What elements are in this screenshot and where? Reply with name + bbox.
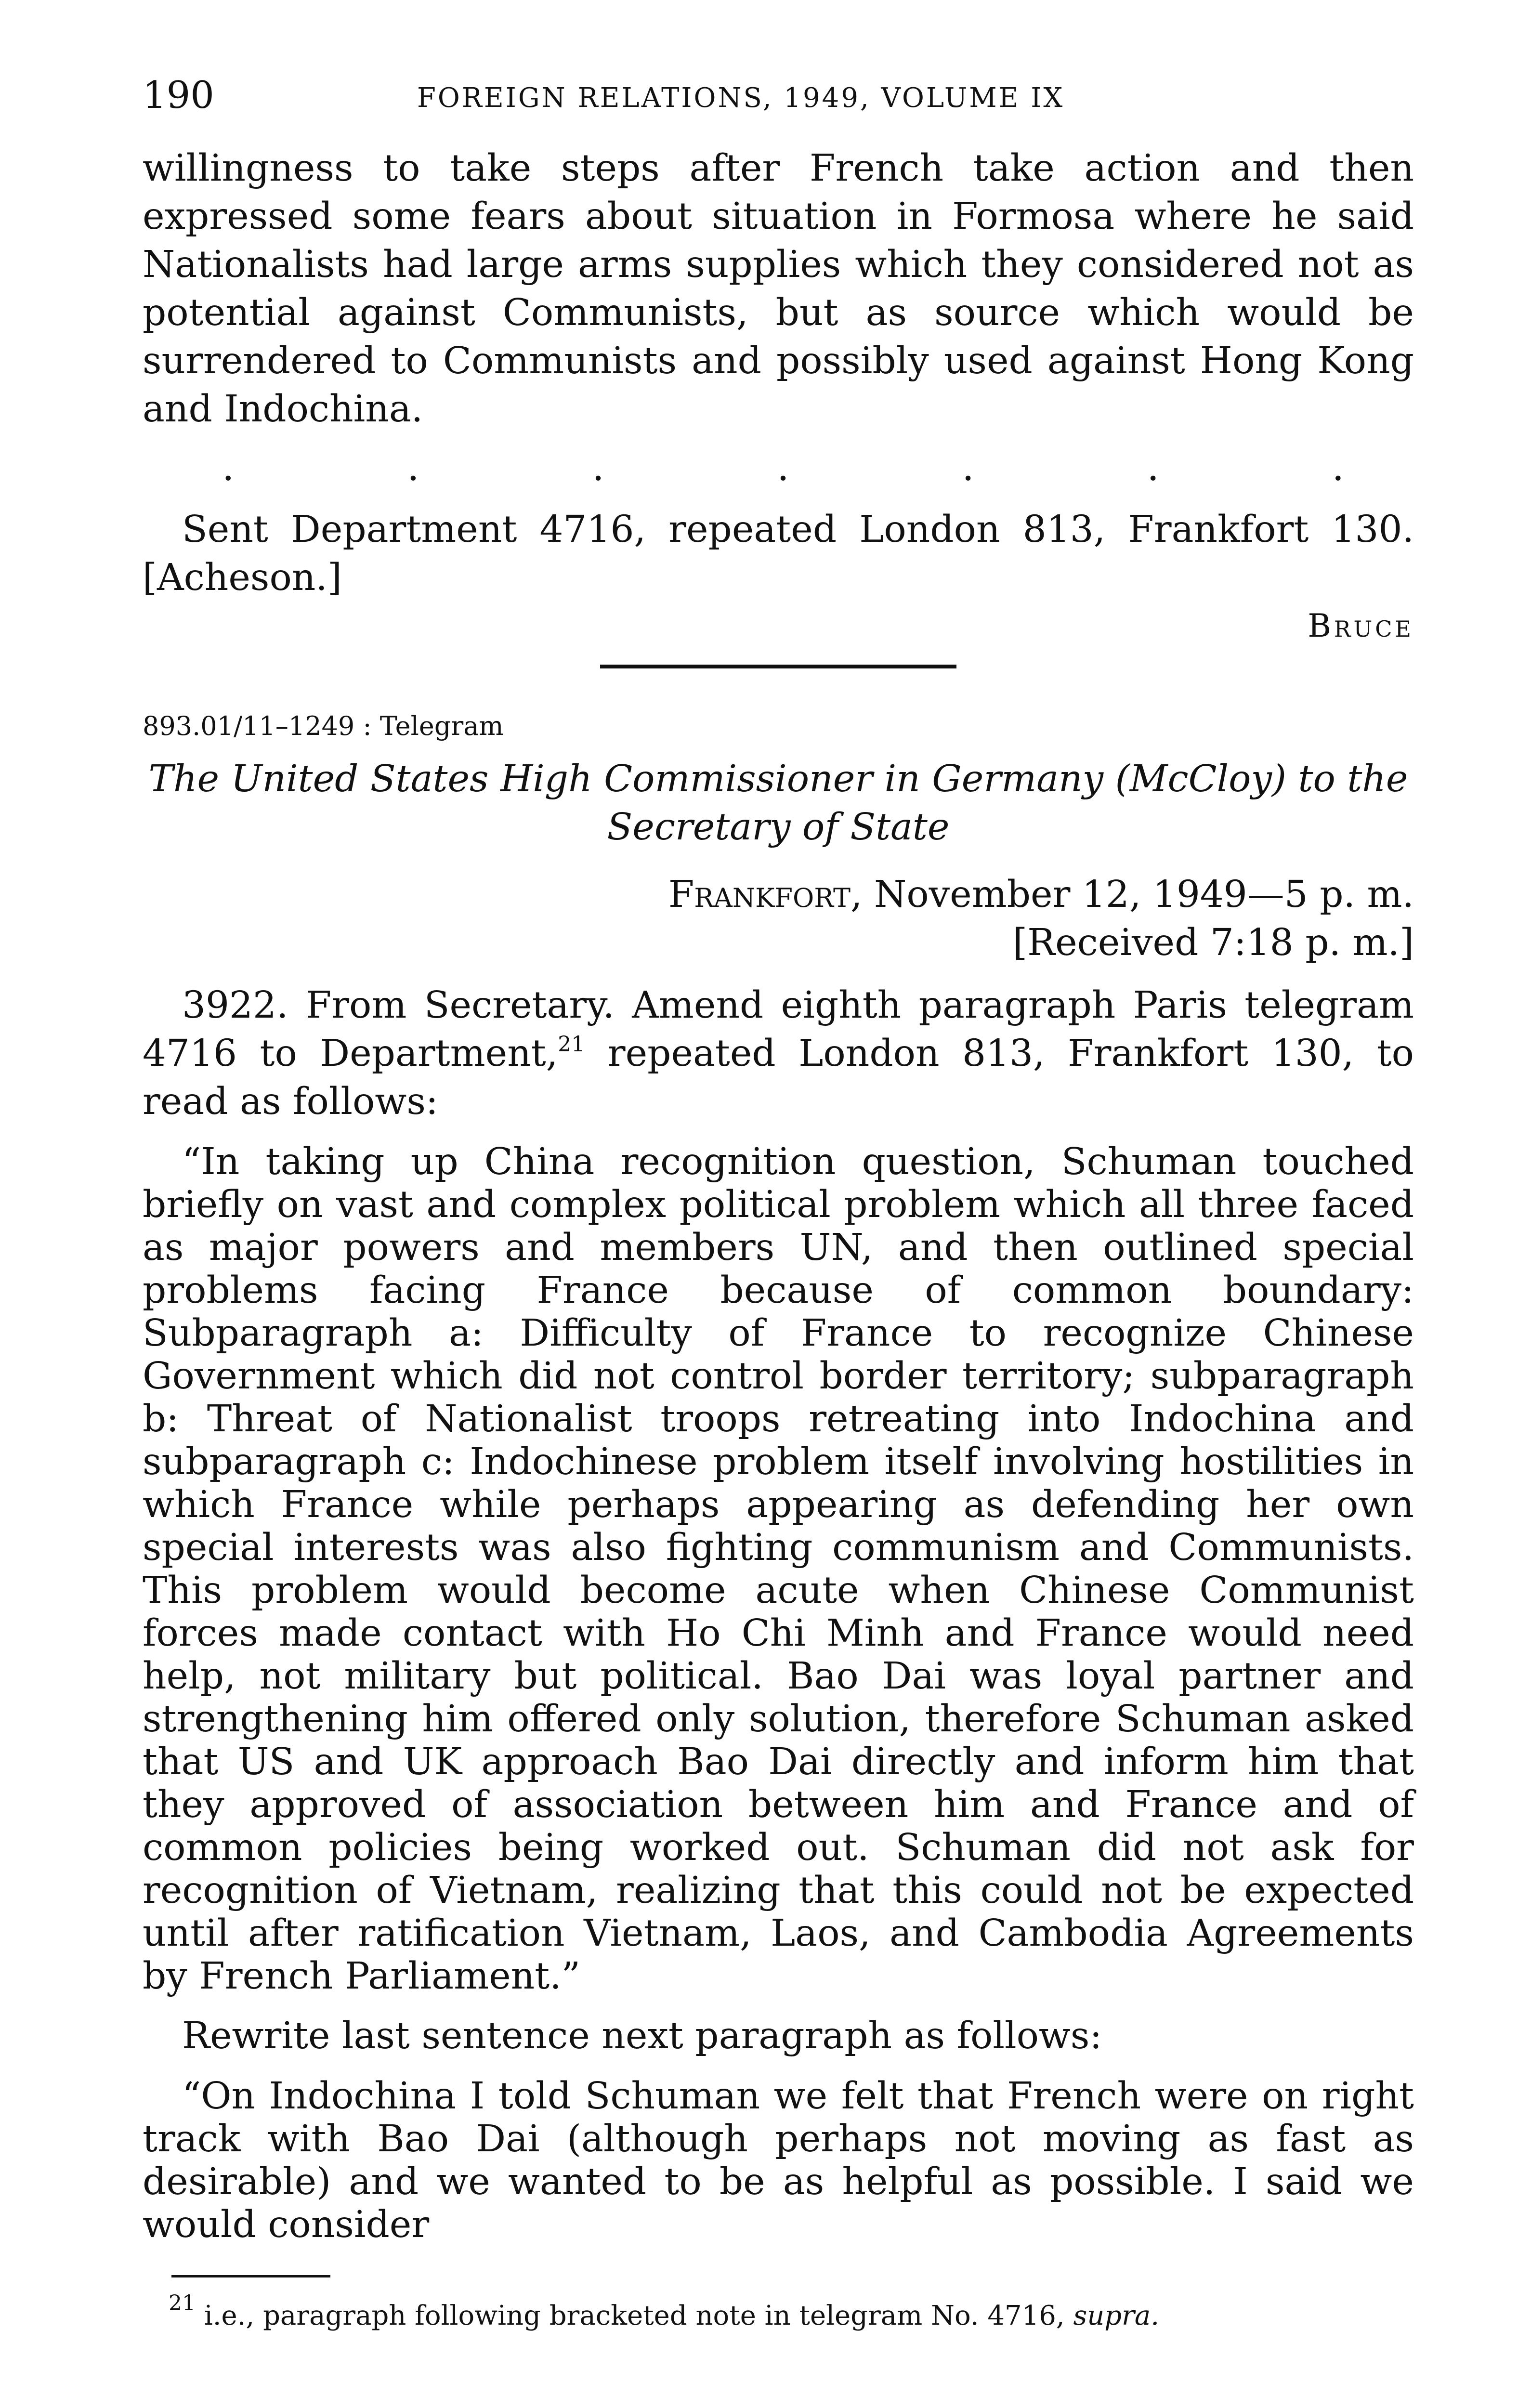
section-divider [600, 665, 956, 668]
sent-line: Sent Department 4716, repeated London 813, Frankfort 130. [Acheson.] [143, 508, 1414, 599]
ellipsis-dot: . [962, 445, 974, 489]
continued-paragraph: willingness to take steps after French take action and then expressed some fears about situation in Formosa where he said Nationalists had large arms supplies which they considered not as potential against Communists, but as source which would be surrendered to Communists and possibly used against Hong Kong and Indochina. [143, 147, 1414, 431]
ellipsis-dot: . [1147, 445, 1159, 489]
document-page [143, 72, 1414, 2335]
dateline-date: November 12, 1949—5 p. m. [874, 873, 1414, 916]
running-header [143, 72, 1414, 125]
ellipsis-dot: . [592, 445, 604, 489]
ellipsis-dot: . [222, 445, 235, 489]
ellipsis-dot: . [407, 445, 419, 489]
file-reference: 893.01/11–1249 : Telegram [143, 711, 504, 741]
quoted-amendment: “In taking up China recognition question, Schuman touched briefly on vast and complex political problem which all three faced as major powers and members UN, and then outlined special problems facing France because of common boundary: Subparagraph a: Difficulty of France to recognize Chinese Government which did not control border territory; subparagraph b: Threat of Nationalist troops retreating into Indochina and subparagraph c: Indochinese problem itself involving hostilities in which France while perhaps appearing as defending her own special interests was also fighting communism and Communists. This problem would become acute when Chinese Communist forces made contact with Ho Chi Minh and France would need help, not military but political. Bao Dai was loyal partner and strengthening him offered only solution, therefore Schuman asked that US and UK approach Bao Dai directly and inform him that they approved of association between him and France and of common policies being worked out. Schuman did not ask for recognition of Vietnam, realizing that this could not be expected until after ratification Vietnam, Laos, and Cambodia Agreements by French Parliament.” [143, 1140, 1414, 1998]
received-note: [Received 7:18 p. m.] [1013, 921, 1414, 964]
rewrite-instruction: Rewrite last sentence next paragraph as follows: [182, 2015, 1102, 2057]
footnote-reference: 21 [558, 1032, 585, 1057]
paragraph-3922-text: 3922. From Secretary. Amend eighth paragraph Paris telegram 4716 to Department, [143, 984, 1414, 1075]
ellipsis-dot: . [1332, 445, 1344, 489]
document-heading: The United States High Commissioner in Germany (McCloy) to the Secretary of State [148, 758, 1408, 849]
quoted-rewrite: “On Indochina I told Schuman we felt that French were on right track with Bao Dai (although perhaps not moving as fast as desirable) and we wanted to be as helpful as possible. I said we would consider [143, 2075, 1414, 2246]
footnote [169, 2291, 1414, 2335]
dateline [143, 871, 1414, 919]
paragraph-3922 [143, 982, 1414, 1126]
footnote-supra: supra. [1073, 2300, 1160, 2331]
page-number: 190 [143, 74, 214, 117]
signature-bruce: Bruce [1308, 607, 1414, 644]
footnote-marker: 21 [169, 2291, 196, 2316]
dateline-place: Frankfort, [668, 873, 863, 916]
ellipsis-dot: . [777, 445, 789, 489]
footnote-divider [171, 2275, 330, 2277]
paragraph-3922-text-continued: repeated London 813, Frankfort 130, to read as follows: [143, 1032, 1414, 1123]
running-title: FOREIGN RELATIONS, 1949, VOLUME IX [417, 82, 1065, 114]
footnote-text: i.e., paragraph following bracketed note in telegram No. 4716, [204, 2300, 1073, 2331]
ellipsis-row [143, 445, 1414, 489]
